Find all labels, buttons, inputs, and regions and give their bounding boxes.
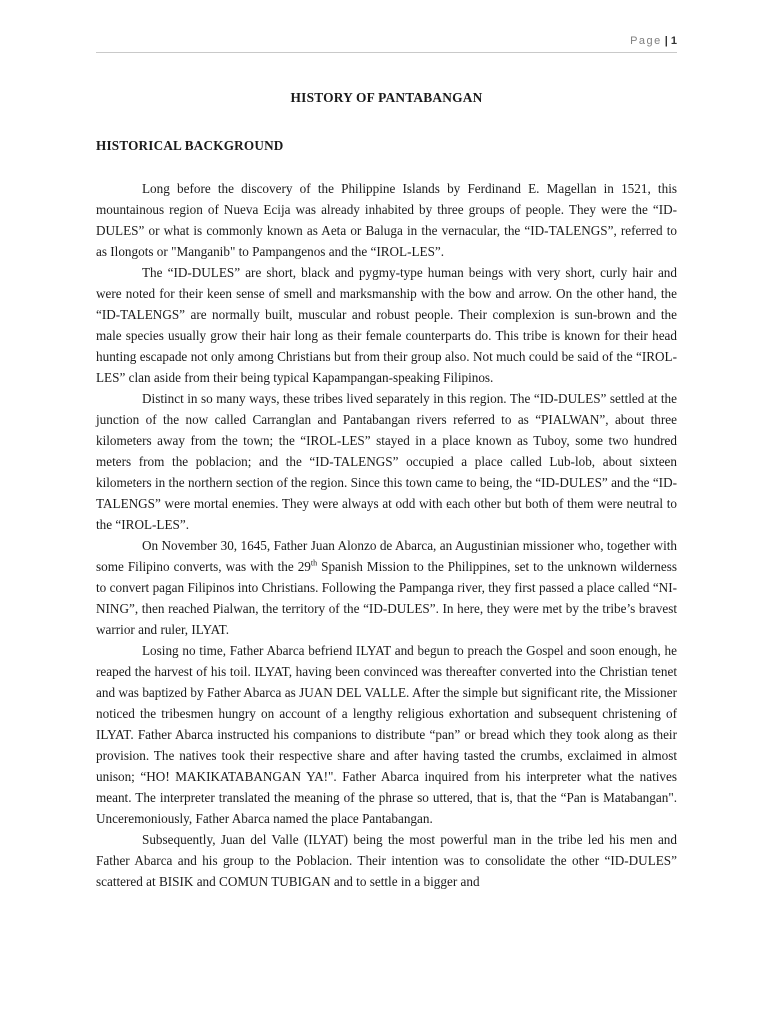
document-title: HISTORY OF PANTABANGAN — [290, 90, 483, 105]
paragraph-text: On November 30, 1645, Father Juan Alonzo de Abarca, an Augustinian missioner who, together with some Filipino converts, was with the 29 — [96, 538, 677, 574]
page-number: 1 — [670, 35, 677, 47]
ordinal-superscript: th — [310, 558, 318, 568]
paragraph-text: Spanish Mission to the Philippines, set to the unknown wilderness to convert pagan Filipinos into Christians. Following the Pampanga river, they first passed a place called “NI-NING”, then reached Pialwan, the territory of the “ID-DULES”. In here, they were met by the tribe’s bravest warrior and ruler, ILYAT. — [96, 559, 677, 637]
page-separator: | — [664, 35, 668, 47]
paragraph: Long before the discovery of the Philippine Islands by Ferdinand E. Magellan in 1521, this mountainous region of Nueva Ecija was already inhabited by three groups of people. They were the “ID-DULES” or what is commonly known as Aeta or Baluga in the vernacular, the “ID-TALENGS”, referred to as Ilongots or "Manganib" to Pampangenos and the “IROL-LES”. — [96, 181, 677, 259]
section-heading: HISTORICAL BACKGROUND — [96, 138, 284, 153]
paragraph — [96, 535, 677, 640]
paragraph: Subsequently, Juan del Valle (ILYAT) being the most powerful man in the tribe led his men and Father Abarca and his group to the Poblacion. Their intention was to consolidate the other “ID-DULES” scattered at BISIK and COMUN TUBIGAN and to settle in a bigger and — [96, 832, 677, 889]
paragraph: Losing no time, Father Abarca befriend ILYAT and begun to preach the Gospel and soon enough, he reaped the harvest of his toil. ILYAT, having been convinced was thereafter converted into the Christian tenet and was baptized by Father Abarca as JUAN DEL VALLE. After the simple but significant rite, the Missioner noticed the tribesmen hungry on account of a lengthy religious exhortation and subsequent christening of ILYAT. Father Abarca instructed his companions to distribute “pan” or bread which they took along as their provision. The natives took their respective share and after having tasted the crumbs, exclaimed in almost unison; “HO! MAKIKATABANGAN YA!". Father Abarca inquired from his interpreter what the natives meant. The interpreter translated the meaning of the phrase so uttered, that is, that the “Pan is Matabangan". Unceremoniously, Father Abarca named the place Pantabangan. — [96, 643, 677, 826]
paragraph: The “ID-DULES” are short, black and pygmy-type human beings with very short, curly hair and were noted for their keen sense of smell and marksmanship with the bow and arrow. On the other hand, the “ID-TALENGS” are normally built, muscular and robust people. Their complexion is sun-brown and the male species usually grow their hair long as their female counterparts do. This tribe is known for their head hunting escapade not only among Christians but from their group also. Not much could be said of the “IROL-LES” clan aside from their being typical Kapampangan-speaking Filipinos. — [96, 265, 677, 385]
document-body — [96, 178, 677, 892]
page-label: Page — [630, 35, 662, 47]
page-header — [96, 35, 677, 53]
paragraph: Distinct in so many ways, these tribes lived separately in this region. The “ID-DULES” settled at the junction of the now called Carranglan and Pantabangan rivers referred to as “PIALWAN”, about three kilometers away from the town; the “IROL-LES” stayed in a place known as Tuboy, some two hundred meters from the poblacion; and the “ID-TALENGS” occupied a place called Lub-lob, about sixteen kilometers in the northern section of the region. Since this town came to being, the “ID-DULES” and the “ID-TALENGS” were mortal enemies. They were always at odd with each other but both of them were neutral to the “IROL-LES”. — [96, 391, 677, 532]
